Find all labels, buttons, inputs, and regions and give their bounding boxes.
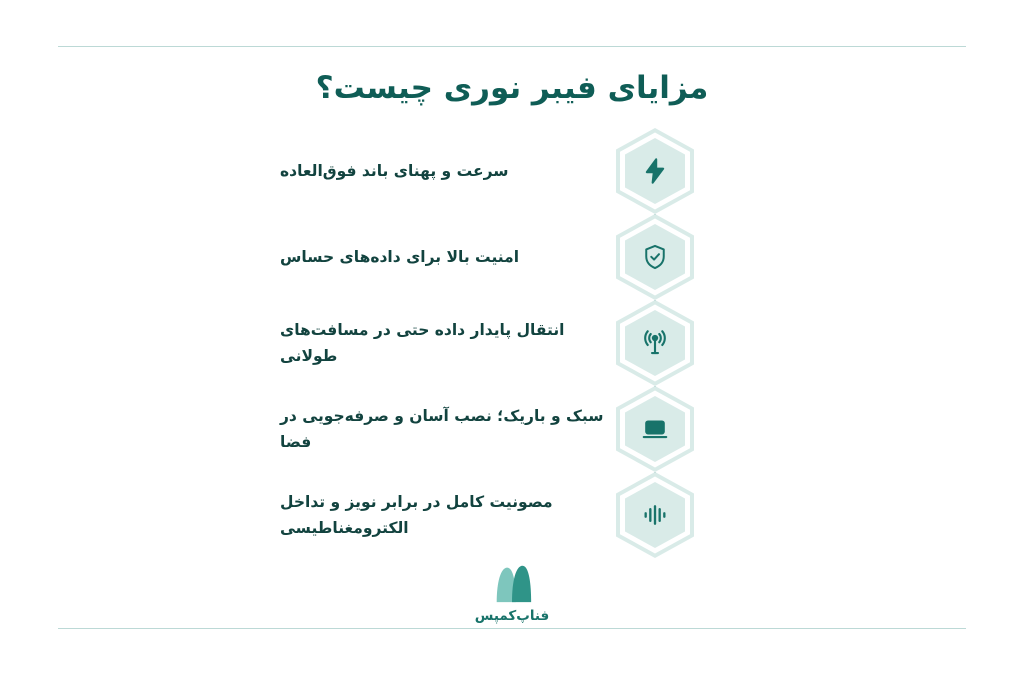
top-divider [58, 46, 966, 47]
badge-3 [616, 300, 694, 386]
list-item-label: انتقال پایدار داده حتی در مسافت‌های طولانی [280, 320, 565, 365]
list-item-label: مصونیت کامل در برابر نویز و تداخل الکترومغناطیسی [280, 492, 553, 537]
waveform-icon [638, 498, 672, 532]
list-item-label: سرعت و پهنای باند فوق‌العاده [280, 161, 509, 180]
list-item [254, 472, 694, 558]
footer-brand [0, 560, 1024, 624]
list-item-label: امنیت بالا برای داده‌های حساس [280, 247, 520, 266]
list-item [254, 300, 694, 386]
laptop-icon [638, 412, 672, 446]
list-item [254, 214, 694, 300]
badge-4 [616, 386, 694, 472]
antenna-signal-icon [638, 326, 672, 360]
list-item [254, 128, 694, 214]
brand-name: فناپ‌کمپس [474, 608, 550, 624]
bottom-divider [58, 628, 966, 629]
badge-2 [616, 214, 694, 300]
bolt-icon [638, 154, 672, 188]
mountain-logo-icon [483, 560, 541, 604]
shield-check-icon [638, 240, 672, 274]
badge-5 [616, 472, 694, 558]
list-item [254, 386, 694, 472]
badge-1 [616, 128, 694, 214]
benefits-list [0, 128, 1024, 558]
list-item-label: سبک و باریک؛ نصب آسان و صرفه‌جویی در فضا [280, 406, 604, 451]
page-title: مزایای فیبر نوری چیست؟ [315, 70, 709, 106]
